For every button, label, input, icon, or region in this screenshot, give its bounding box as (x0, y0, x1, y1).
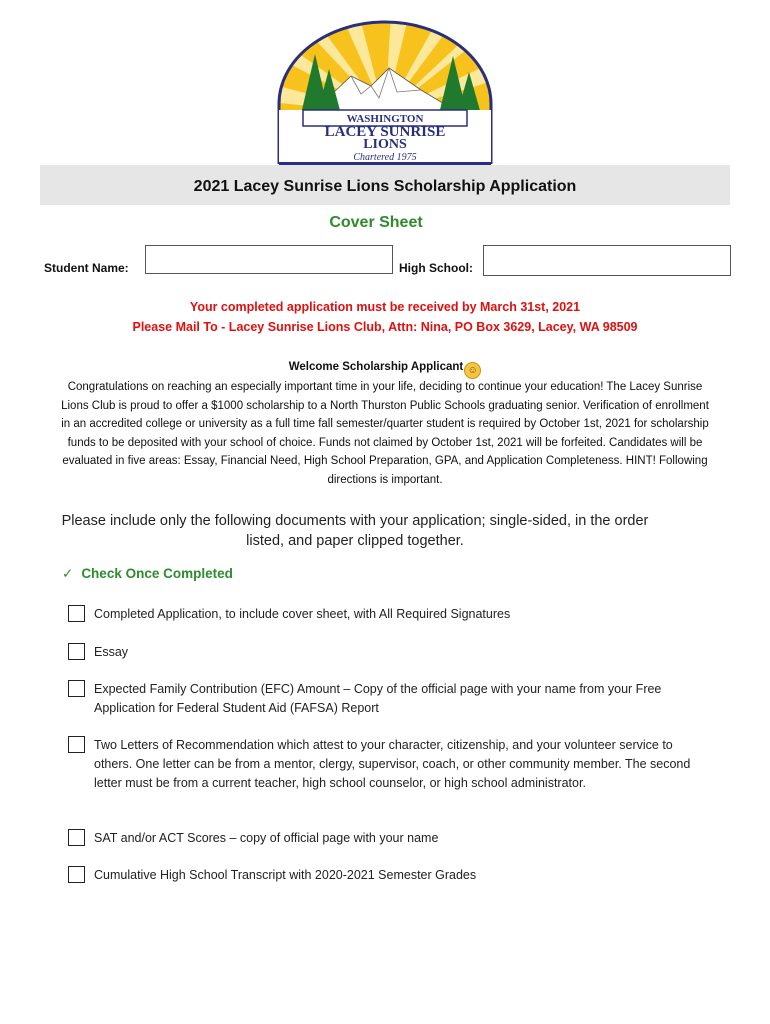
checkbox[interactable] (68, 680, 85, 697)
include-instructions: Please include only the following documents with your application; single-sided, in the order listed, and paper clipped together. (61, 513, 649, 549)
logo-line4: Chartered 1975 (353, 152, 417, 163)
student-name-label: Student Name: (44, 261, 129, 275)
checklist-item-text: Completed Application, to include cover sheet, with All Required Signatures (94, 607, 511, 621)
smiley-face-icon: ☺ (464, 362, 481, 379)
checklist-item-text: Cumulative High School Transcript with 2020-2021 Semester Grades (94, 868, 477, 882)
checklist-item-text: Essay (94, 645, 129, 659)
checkbox[interactable] (68, 829, 85, 846)
deadline-notice: Your completed application must be received by March 31st, 2021 (189, 300, 581, 314)
checkmark-icon: ✓ (62, 566, 74, 581)
checkbox[interactable] (68, 736, 85, 753)
check-once-label: Check Once Completed (81, 566, 233, 581)
welcome-heading-text: Welcome Scholarship Applicant (288, 361, 464, 373)
check-once-heading (62, 566, 233, 582)
mailing-address-notice: Please Mail To - Lacey Sunrise Lions Club, Attn: Nina, PO Box 3629, Lacey, WA 98509 (132, 320, 638, 334)
welcome-heading (0, 361, 770, 379)
checklist-item-text: Expected Family Contribution (EFC) Amount – Copy of the official page with your name from your Free Application for Federal Student Aid (FAFSA) Report (94, 682, 662, 715)
checkbox[interactable] (68, 605, 85, 622)
logo-line3: LIONS (363, 137, 407, 152)
student-name-field[interactable] (145, 245, 393, 274)
checkbox[interactable] (68, 643, 85, 660)
high-school-field[interactable] (483, 245, 731, 276)
checkbox[interactable] (68, 866, 85, 883)
checklist-item-text: SAT and/or ACT Scores – copy of official page with your name (94, 831, 439, 845)
logo-line2: LACEY SUNRISE (324, 124, 446, 140)
logo-line1: WASHINGTON (346, 113, 424, 125)
page-subtitle: Cover Sheet (329, 214, 423, 231)
high-school-label: High School: (399, 261, 473, 275)
intro-paragraph: Congratulations on reaching an especially important time in your life, deciding to continue your education! The Lacey Sunrise Lions Club is proud to offer a $1000 scholarship to a North Thurston Public Schools graduating senior. Verification of enrollment in an accredited college or university as a full time fall semester/quarter student is required by October 1st, 2021 for scholarship funds to be deposited with your school of choice. Funds not claimed by October 1st, 2021 will be forfeited. Candidates will be evaluated in five areas: Essay, Financial Need, High School Preparation, GPA, and Application Completeness. HINT! Following directions is important. (61, 381, 709, 486)
checklist-item-text: Two Letters of Recommendation which attest to your character, citizenship, and your volunteer service to others. One letter can be from a mentor, clergy, supervisor, coach, or other community member. The second letter must be from a current teacher, high school counselor, or high school administrator. (94, 738, 691, 790)
page-title: 2021 Lacey Sunrise Lions Scholarship Application (193, 178, 577, 195)
lacey-sunrise-lions-logo (271, 14, 499, 176)
